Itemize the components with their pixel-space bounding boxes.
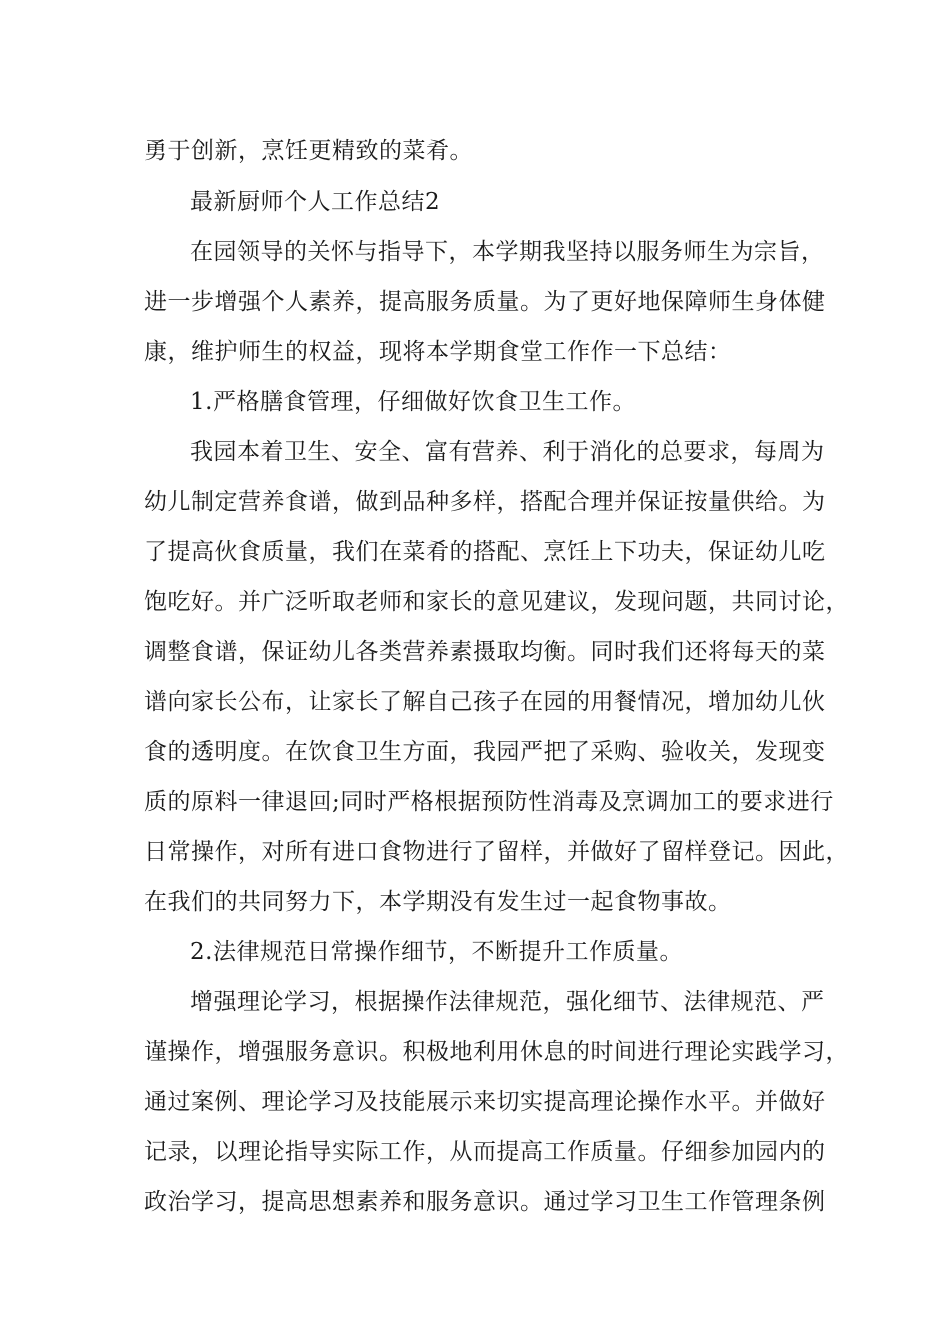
list-item-heading: 2.法律规范日常操作细节，不断提升工作质量。: [190, 939, 683, 965]
paragraph-line: 了提高伙食质量，我们在菜肴的搭配、烹饪上下功夫，保证幼儿吃: [144, 539, 826, 565]
paragraph-line: 政治学习，提高思想素养和服务意识。通过学习卫生工作管理条例: [144, 1189, 826, 1215]
paragraph-line: 通过案例、理论学习及技能展示来切实提高理论操作水平。并做好: [144, 1089, 826, 1115]
paragraph-line: 谨操作，增强服务意识。积极地利用休息的时间进行理论实践学习，: [144, 1039, 849, 1065]
paragraph-line: 记录，以理论指导实际工作，从而提高工作质量。仔细参加园内的: [144, 1139, 826, 1165]
paragraph-line: 质的原料一律退回;同时严格根据预防性消毒及烹调加工的要求进行: [144, 789, 834, 815]
paragraph-line: 日常操作，对所有进口食物进行了留样，并做好了留样登记。因此，: [144, 839, 849, 865]
paragraph-line: 饱吃好。并广泛听取老师和家长的意见建议，发现问题，共同讨论，: [144, 589, 849, 615]
paragraph-line: 进一步增强个人素养，提高服务质量。为了更好地保障师生身体健: [144, 289, 826, 315]
paragraph-line: 食的透明度。在饮食卫生方面，我园严把了采购、验收关，发现变: [144, 739, 826, 765]
list-item-heading: 1.严格膳食管理，仔细做好饮食卫生工作。: [190, 389, 636, 415]
section-heading: 最新厨师个人工作总结2: [190, 189, 441, 215]
paragraph-line: 我园本着卫生、安全、富有营养、利于消化的总要求，每周为: [190, 439, 825, 465]
paragraph-line: 增强理论学习，根据操作法律规范，强化细节、法律规范、严: [190, 989, 825, 1015]
paragraph-line: 勇于创新，烹饪更精致的菜肴。: [144, 138, 473, 164]
paragraph-line: 在园领导的关怀与指导下，本学期我坚持以服务师生为宗旨，: [190, 239, 825, 265]
paragraph-line: 调整食谱，保证幼儿各类营养素摄取均衡。同时我们还将每天的菜: [144, 639, 826, 665]
paragraph-line: 谱向家长公布，让家长了解自己孩子在园的用餐情况，增加幼儿伙: [144, 689, 826, 715]
paragraph-line: 在我们的共同努力下，本学期没有发生过一起食物事故。: [144, 889, 732, 915]
paragraph-line: 康，维护师生的权益，现将本学期食堂工作作一下总结：: [144, 339, 732, 365]
paragraph-line: 幼儿制定营养食谱，做到品种多样，搭配合理并保证按量供给。为: [144, 489, 826, 515]
